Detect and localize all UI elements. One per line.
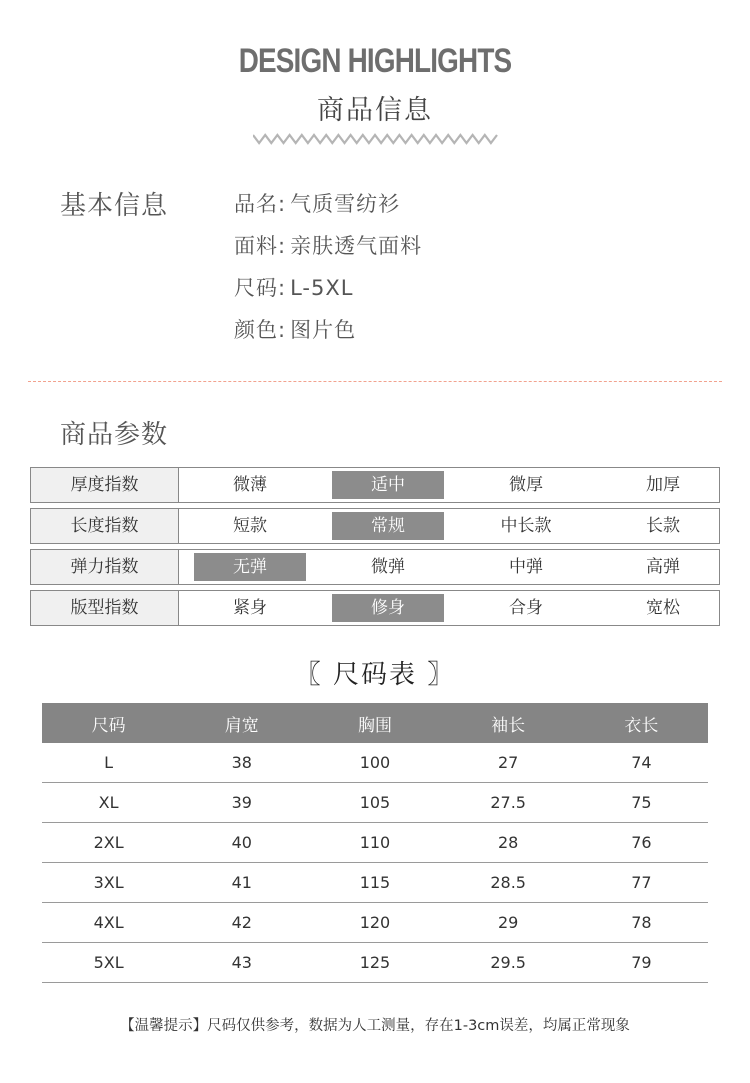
table-row bbox=[42, 943, 708, 983]
table-cell: 110 bbox=[308, 823, 441, 863]
size-chart-title: 〖 尺码表 〗 bbox=[294, 660, 456, 690]
column-header: 肩宽 bbox=[175, 703, 308, 743]
table-cell: 39 bbox=[175, 783, 308, 823]
param-label: 版型指数 bbox=[31, 591, 179, 625]
size-note: 【温馨提示】尺码仅供参考，数据为人工测量，存在1-3cm误差，均属正常现象 bbox=[120, 1018, 630, 1034]
param-label: 厚度指数 bbox=[31, 468, 179, 502]
table-cell: 78 bbox=[575, 903, 708, 943]
table-cell: 42 bbox=[175, 903, 308, 943]
table-row bbox=[42, 823, 708, 863]
table-cell: 28.5 bbox=[442, 863, 575, 903]
table-cell: 75 bbox=[575, 783, 708, 823]
info-key: 颜色: bbox=[234, 318, 287, 342]
info-row-color bbox=[234, 314, 356, 344]
table-cell: 38 bbox=[175, 743, 308, 783]
info-key: 品名: bbox=[234, 192, 287, 216]
param-option: 长款 bbox=[646, 516, 680, 536]
page-title-en: DESIGN HIGHLIGHTS bbox=[238, 42, 512, 80]
dashed-divider bbox=[28, 381, 722, 382]
param-option: 合身 bbox=[509, 598, 543, 618]
params-title: 商品参数 bbox=[60, 420, 169, 450]
table-cell: 100 bbox=[308, 743, 441, 783]
param-option: 微弹 bbox=[371, 557, 405, 577]
param-option: 高弹 bbox=[646, 557, 680, 577]
page-title-cn: 商品信息 bbox=[317, 95, 433, 126]
table-cell: 125 bbox=[308, 943, 441, 983]
table-cell: 77 bbox=[575, 863, 708, 903]
table-cell: 5XL bbox=[42, 943, 175, 983]
table-row bbox=[42, 903, 708, 943]
table-cell: 28 bbox=[442, 823, 575, 863]
param-row-length bbox=[30, 508, 720, 544]
column-header: 袖长 bbox=[442, 703, 575, 743]
param-row-thickness bbox=[30, 467, 720, 503]
table-cell: 29.5 bbox=[442, 943, 575, 983]
table-cell: 27.5 bbox=[442, 783, 575, 823]
param-row-fit bbox=[30, 590, 720, 626]
table-cell: 76 bbox=[575, 823, 708, 863]
table-cell: 41 bbox=[175, 863, 308, 903]
table-cell: XL bbox=[42, 783, 175, 823]
info-key: 尺码: bbox=[234, 276, 287, 300]
table-cell: 105 bbox=[308, 783, 441, 823]
param-option: 微厚 bbox=[509, 475, 543, 495]
info-value: 亲肤透气面料 bbox=[290, 234, 423, 258]
table-cell: 115 bbox=[308, 863, 441, 903]
info-value: L-5XL bbox=[290, 276, 354, 300]
size-table bbox=[42, 703, 708, 983]
param-option: 宽松 bbox=[646, 598, 680, 618]
table-cell: 74 bbox=[575, 743, 708, 783]
table-cell: L bbox=[42, 743, 175, 783]
zigzag-divider bbox=[253, 132, 498, 146]
table-cell: 27 bbox=[442, 743, 575, 783]
param-option: 中长款 bbox=[500, 516, 552, 536]
column-header: 衣长 bbox=[575, 703, 708, 743]
param-option-selected: 适中 bbox=[332, 471, 444, 499]
param-option-selected: 修身 bbox=[332, 594, 444, 622]
table-cell: 3XL bbox=[42, 863, 175, 903]
table-cell: 43 bbox=[175, 943, 308, 983]
param-label: 弹力指数 bbox=[31, 550, 179, 584]
info-row-name bbox=[234, 188, 400, 218]
info-value: 气质雪纺衫 bbox=[290, 192, 401, 216]
info-row-size bbox=[234, 272, 353, 302]
table-cell: 4XL bbox=[42, 903, 175, 943]
table-row bbox=[42, 783, 708, 823]
param-option: 微薄 bbox=[233, 475, 267, 495]
param-option: 短款 bbox=[233, 516, 267, 536]
table-cell: 120 bbox=[308, 903, 441, 943]
table-row bbox=[42, 863, 708, 903]
column-header: 胸围 bbox=[308, 703, 441, 743]
table-cell: 29 bbox=[442, 903, 575, 943]
param-option: 中弹 bbox=[509, 557, 543, 577]
info-row-fabric bbox=[234, 230, 422, 260]
size-table-header bbox=[42, 703, 708, 743]
param-option-selected: 常规 bbox=[332, 512, 444, 540]
info-value: 图片色 bbox=[290, 318, 357, 342]
table-row bbox=[42, 743, 708, 783]
column-header: 尺码 bbox=[42, 703, 175, 743]
param-row-elasticity bbox=[30, 549, 720, 585]
table-cell: 2XL bbox=[42, 823, 175, 863]
info-key: 面料: bbox=[234, 234, 287, 258]
param-label: 长度指数 bbox=[31, 509, 179, 543]
param-option: 紧身 bbox=[233, 598, 267, 618]
basic-info-title: 基本信息 bbox=[60, 191, 169, 221]
table-cell: 79 bbox=[575, 943, 708, 983]
table-cell: 40 bbox=[175, 823, 308, 863]
param-option-selected: 无弹 bbox=[194, 553, 306, 581]
param-option: 加厚 bbox=[646, 475, 680, 495]
